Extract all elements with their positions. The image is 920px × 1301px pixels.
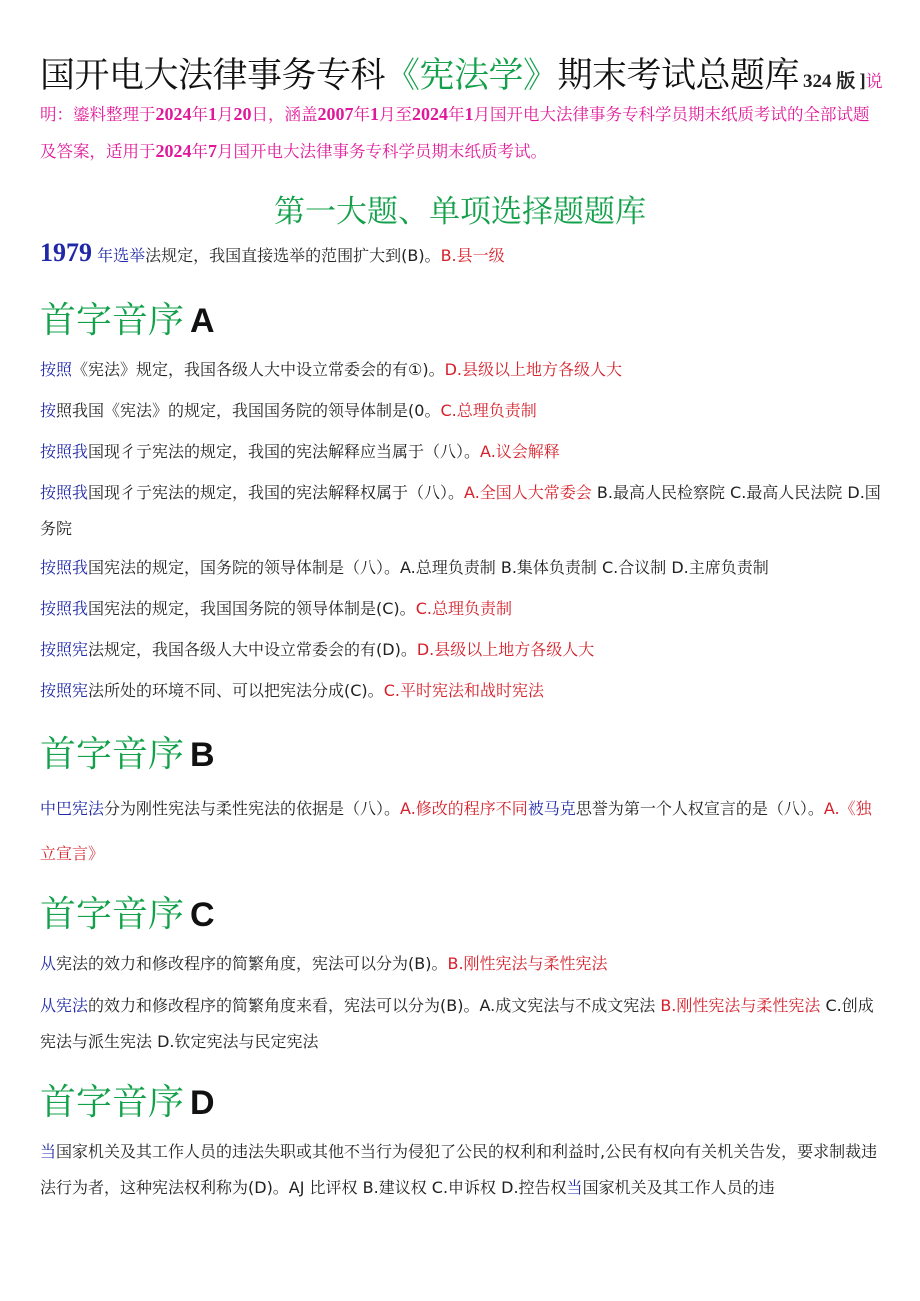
question-lead: 从	[40, 954, 57, 973]
question-answer: D.县级以上地方各级人大	[444, 360, 623, 379]
question-text: 国宪法的规定，我国国务院的领导体制是(C)。	[88, 599, 416, 618]
title-version-tag: 324 版	[803, 71, 856, 92]
intro-text: 月	[217, 105, 234, 124]
question-year: 1979	[40, 238, 92, 267]
intro-number: 1	[208, 104, 217, 124]
title-main	[40, 56, 799, 96]
intro-text: 月国开电大法律事务专科学员期末纸质考试。	[217, 142, 547, 161]
question-lead: 按照我	[40, 442, 89, 461]
question-text: 宪法的效力和修改程序的简繁角度，宪法可以分为(B)。	[56, 954, 448, 973]
letter-heading-letter: C	[190, 896, 215, 934]
intro-text: 日，涵盖	[251, 105, 318, 124]
intro-number: 2024	[155, 104, 192, 124]
letter-heading-c	[40, 886, 215, 937]
question-lead: 按照我	[40, 483, 89, 502]
question-lead: 当	[40, 1142, 57, 1161]
question-lead: 按照宪	[40, 681, 89, 700]
document-title	[40, 48, 900, 98]
letter-heading-label: 首字音序	[40, 300, 185, 341]
letter-heading-label: 首字音序	[40, 1082, 185, 1123]
question-item	[40, 673, 885, 709]
intro-number: 2007	[317, 104, 354, 124]
question-lead: 当	[566, 1178, 583, 1197]
question-text: 《宪法》规定，我国各级人大中设立常委会的有①)。	[72, 360, 445, 379]
question-answer: C.平时宪法和战时宪法	[383, 681, 544, 700]
question-text: 法规定，我国直接选举的范围扩大到(B)。	[145, 246, 441, 265]
question-lead: 按	[40, 401, 57, 420]
intro-number: 20	[233, 104, 252, 124]
letter-heading-a	[40, 292, 215, 343]
question-text: 分为刚性宪法与柔性宪法的依据是（八）。	[104, 799, 401, 818]
intro-number: 2024	[412, 104, 448, 124]
intro-text: 年	[191, 142, 208, 161]
section-heading: 第一大题、单项选择题题库	[274, 194, 646, 230]
question-text: 国现彳亍宪法的规定，我国的宪法解释权属于（八）。	[88, 483, 465, 502]
intro-number: 2024	[155, 141, 192, 161]
intro-text: 月至	[379, 105, 412, 124]
intro-text: 年	[191, 105, 208, 124]
intro-text: 年	[448, 105, 465, 124]
question-text: 法规定，我国各级人大中设立常委会的有(D)。	[88, 640, 417, 659]
question-lead: 按照宪	[40, 640, 89, 659]
letter-heading-letter: A	[190, 302, 215, 340]
question-lead: 按照我	[40, 599, 89, 618]
question-answer: B.刚性宪法与柔性宪法	[660, 996, 821, 1015]
question-text: 国家机关及其工作人员的违	[582, 1178, 775, 1197]
question-item	[40, 550, 885, 586]
question-answer: A.议会解释	[480, 442, 560, 461]
title-post: 期末考试总题库	[557, 56, 800, 96]
letter-heading-letter: D	[190, 1084, 215, 1122]
intro-paragraph	[40, 96, 885, 170]
question-answer: A.《独立宣言》	[40, 799, 872, 863]
question-text: 国现彳亍宪法的规定，我国的宪法解释应当属于（八）。	[88, 442, 481, 461]
letter-heading-label: 首字音序	[40, 894, 185, 935]
intro-text: 明：鎏料整理于	[40, 105, 156, 124]
question-item	[40, 946, 885, 982]
question-lead: 被马克	[527, 799, 576, 818]
question-options: C.创成宪法与派生宪法 D.钦定宪法与民定宪法	[40, 996, 874, 1051]
letter-heading-letter: B	[190, 736, 215, 774]
question-text: 思誉为第一个人权宣言的是（八）。	[575, 799, 824, 818]
question-item	[40, 434, 885, 470]
question-lead: 中巴宪法	[40, 799, 105, 818]
intro-number: 1	[370, 104, 379, 124]
question-text: 的效力和修改程序的简繁角度来看，宪法可以分为(B)。A.成文宪法与不成文宪法	[88, 996, 661, 1015]
question-answer: D.县级以上地方各级人大	[416, 640, 595, 659]
question-item	[40, 786, 885, 876]
question-lead: 按照我	[40, 558, 89, 577]
question-text: 国家机关及其工作人员的违法失职或其他不当行为侵犯了公民的权利和利益时,公民有权向有关机关告发，要求制裁违法行为者，这种宪法权利称为(D)。AJ 比评权 B.建议权 C.申诉权 D.控告权	[40, 1142, 878, 1197]
question-answer: C.总理负责制	[440, 401, 537, 420]
letter-heading-b	[40, 726, 215, 777]
question-text: 法所处的环境不同、可以把宪法分成(C)。	[88, 681, 384, 700]
question-text: 国宪法的规定，国务院的领导体制是（八）。A.总理负责制 B.集体负责制 C.合议制 D.主席负责制	[88, 558, 769, 577]
title-pre: 国开电大法律事务专科	[40, 56, 386, 96]
intro-number: 1	[464, 104, 474, 124]
question-item	[40, 393, 885, 429]
question-answer: B.刚性宪法与柔性宪法	[447, 954, 608, 973]
question-answer: A.修改的程序不同	[400, 799, 528, 818]
question-text: 照我国《宪法》的规定，我国国务院的领导体制是(0。	[56, 401, 441, 420]
question-lead: 从宪法	[40, 996, 89, 1015]
title-explain-start: 说	[865, 72, 883, 92]
intro-number: 7	[208, 141, 217, 161]
title-bracket: ]	[859, 71, 866, 92]
question-lead: 年选举	[92, 246, 146, 265]
question-item	[40, 352, 885, 388]
question-answer: C.总理负责制	[415, 599, 512, 618]
question-answer: B.县一级	[440, 246, 505, 265]
question-item	[40, 1134, 885, 1206]
question-answer: A.全国人大常委会	[464, 483, 592, 502]
intro-text: 年	[353, 105, 370, 124]
question-item	[40, 238, 505, 268]
question-item	[40, 591, 885, 627]
question-lead: 按照	[40, 360, 73, 379]
question-item	[40, 632, 885, 668]
title-course-name: 《宪法学》	[385, 56, 558, 96]
question-item	[40, 988, 885, 1060]
intro-text: 月国开电大法律事务专科学员期末纸质考试的全部试题及答案，适用于	[40, 105, 870, 161]
question-options: B.最高人民检察院 C.最高人民法院 D.国务院	[40, 483, 881, 538]
letter-heading-d	[40, 1074, 215, 1125]
letter-heading-label: 首字音序	[40, 734, 185, 775]
question-item	[40, 475, 885, 547]
